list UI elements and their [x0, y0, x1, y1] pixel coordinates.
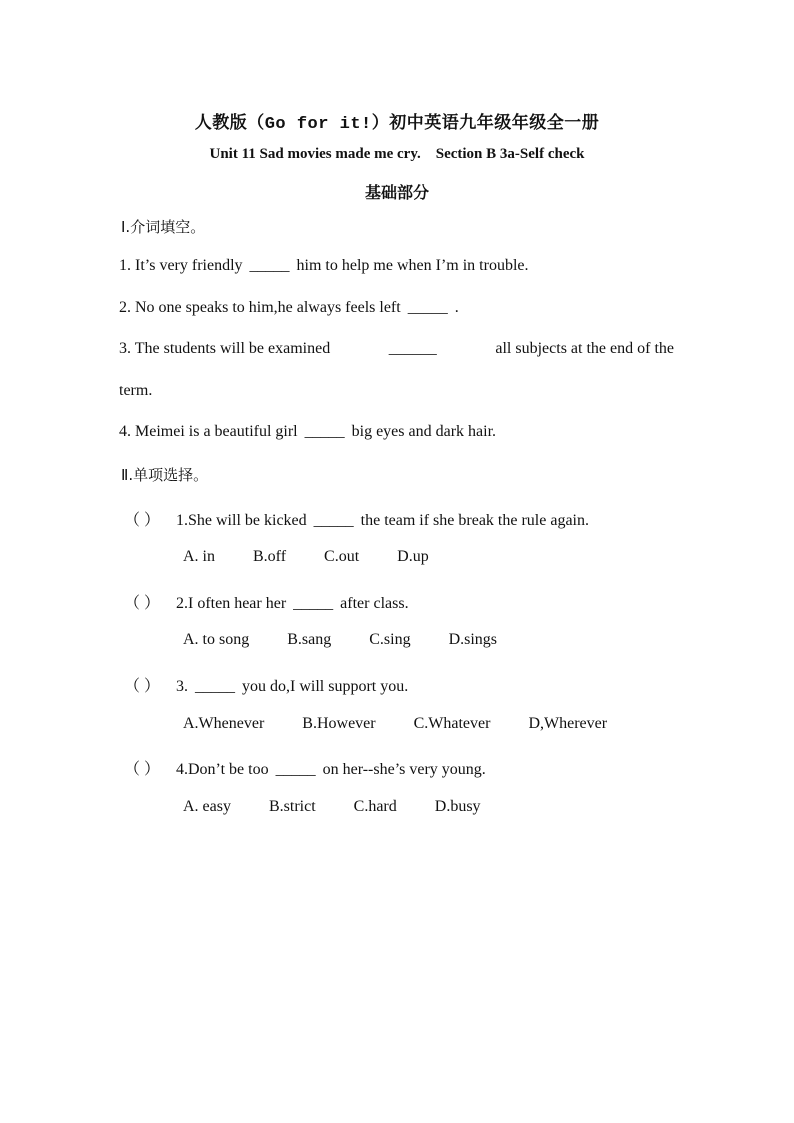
answer-paren: （ ） — [124, 512, 161, 529]
answer-paren: （ ） — [124, 595, 161, 612]
answer-blank: _____ — [293, 595, 334, 612]
item-text: 1. It’s very friendly — [119, 257, 247, 274]
part2-question-2 — [124, 590, 409, 613]
item-text: all subjects at the end of the — [495, 340, 674, 357]
option-c: C.Whatever — [413, 715, 491, 732]
option-c: C.hard — [353, 798, 397, 815]
item-text: 4. Meimei is a beautiful girl — [119, 423, 302, 440]
option-d: D,Wherever — [528, 715, 608, 732]
part2-question-1 — [124, 507, 589, 530]
option-a: A. easy — [183, 798, 231, 815]
option-a: A.Whenever — [183, 715, 265, 732]
part1-item-2 — [119, 299, 459, 317]
part2-question-3 — [124, 673, 408, 696]
option-c: C.sing — [369, 631, 411, 648]
option-a: A. in — [183, 548, 215, 565]
part1-heading: Ⅰ.介词填空。 — [121, 218, 206, 236]
part2-heading: Ⅱ.单项选择。 — [121, 466, 209, 484]
answer-paren: （ ） — [124, 761, 161, 778]
item-text: . — [450, 299, 459, 316]
option-a: A. to song — [183, 631, 250, 648]
part2-options-1 — [183, 548, 429, 566]
section-heading: 基础部分 — [364, 183, 429, 202]
item-text: big eyes and dark hair. — [347, 423, 497, 440]
title-prefix: 人教版（ — [194, 113, 265, 132]
part2-options-2 — [183, 631, 497, 649]
part1-item-1 — [119, 257, 528, 275]
question-text: 2.I often hear her — [176, 595, 291, 612]
option-b: B.sang — [287, 631, 332, 648]
option-c: C.out — [324, 548, 360, 565]
question-text: the team if she break the rule again. — [356, 512, 589, 529]
option-b: B.However — [302, 715, 376, 732]
answer-blank: _____ — [304, 423, 345, 440]
title-latin: Go for it! — [264, 115, 372, 134]
option-b: B.off — [253, 548, 287, 565]
question-text: on her--she’s very young. — [318, 761, 486, 778]
question-text: 1.She will be kicked — [176, 512, 311, 529]
part2-options-4 — [183, 798, 481, 816]
option-d: D.up — [397, 548, 429, 565]
part1-item-3 — [119, 340, 674, 358]
part1-item-4 — [119, 423, 496, 441]
option-b: B.strict — [268, 798, 316, 815]
question-text: 3. — [176, 678, 192, 695]
option-d: D.busy — [434, 798, 481, 815]
answer-blank: _____ — [275, 761, 316, 778]
item-text: him to help me when I’m in trouble. — [292, 257, 529, 274]
part2-options-3 — [183, 715, 607, 733]
part2-question-4 — [124, 756, 486, 779]
document-title — [0, 108, 794, 134]
answer-paren: （ ） — [124, 678, 161, 695]
part1-item-3-continued: term. — [119, 382, 153, 399]
item-text: 2. No one speaks to him,he always feels left — [119, 299, 405, 316]
option-d: D.sings — [448, 631, 498, 648]
title-suffix: ）初中英语九年级年级全一册 — [371, 113, 600, 132]
question-text: 4.Don’t be too — [176, 761, 273, 778]
question-text: you do,I will support you. — [238, 678, 409, 695]
document-subtitle: Unit 11 Sad movies made me cry. Section B 3a-Self check — [209, 146, 585, 162]
answer-blank: ______ — [388, 340, 437, 357]
answer-blank: _____ — [249, 257, 290, 274]
item-text: 3. The students will be examined — [119, 340, 331, 357]
answer-blank: _____ — [313, 512, 354, 529]
answer-blank: _____ — [407, 299, 448, 316]
question-text: after class. — [336, 595, 409, 612]
answer-blank: _____ — [195, 678, 235, 695]
